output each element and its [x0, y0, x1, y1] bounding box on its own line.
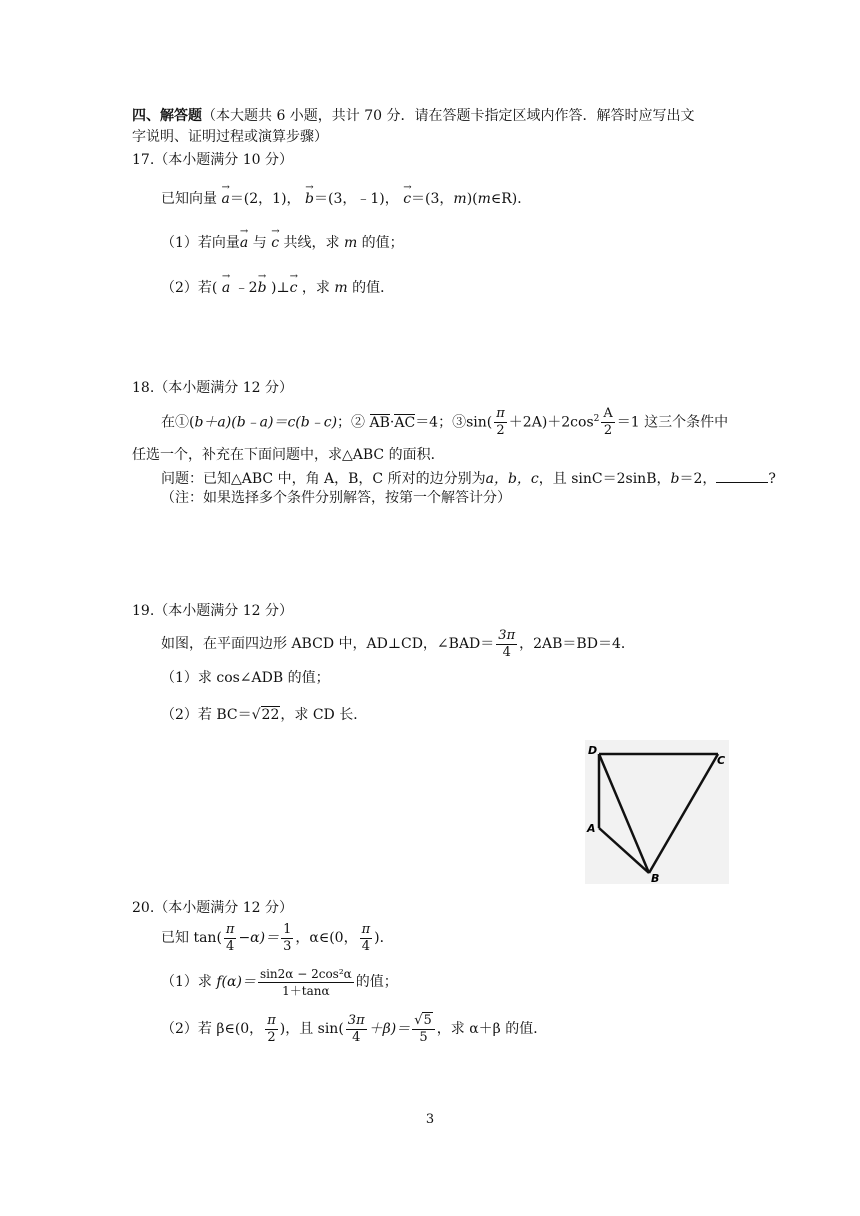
q19-part1: （1）求 cos∠ADB 的值；	[161, 670, 330, 686]
q18-header: 18.（本小题满分 12 分）	[132, 380, 293, 396]
q19-line1: 如图，在平面四边形 ABCD 中，AD⊥CD，∠BAD＝ $\frac{3\pi}{4}$ ，2AB＝BD＝4．	[161, 627, 635, 660]
vector-c: → c	[403, 189, 411, 209]
q18-line2: 任选一个，补充在下面问题中，求△ABC 的面积．	[132, 447, 445, 463]
vector-a: → a	[221, 189, 229, 209]
q17-part2: （2）若( → a ﹣2→ b )⊥→ c ，求 m 的值．	[161, 278, 394, 298]
q17-part1: （1）若向量→ a 与 → c 共线，求 m 的值；	[161, 233, 404, 253]
fraction-3pi-over-4: $\frac{3\pi}{4}$	[498, 627, 516, 660]
answer-blank	[716, 468, 768, 483]
section-instruction-line2: 字说明、证明过程或演算步骤）	[132, 129, 328, 145]
label-b: B	[651, 872, 660, 884]
label-a: A	[587, 822, 596, 835]
q18-line3: 问题：已知△ABC 中，角 A，B，C 所对的边分别为a，b，c，且 sinC＝2sinB，b＝2， ?	[161, 468, 776, 489]
vector-b: → b	[305, 189, 314, 209]
quadrilateral-figure	[585, 740, 729, 884]
section-instruction-line1: 四、解答题（本大题共 6 小题，共计 70 分．请在答题卡指定区域内作答．解答时应写出文	[132, 108, 695, 124]
fraction-a-over-2: $\frac{A}{2}$	[603, 406, 613, 439]
label-c: C	[717, 754, 726, 767]
label-d: D	[588, 744, 598, 757]
q20-header: 20.（本小题满分 12 分）	[132, 900, 293, 916]
q19-header: 19.（本小题满分 12 分）	[132, 603, 293, 619]
q17-given: 已知向量 → a＝(2，1)， → b＝(3，﹣1)， → c＝(3，m)(m∈R)．	[161, 189, 531, 209]
q20-part1: （1）求 f(α)＝ $\frac{\text{sin2α − 2cos²α}}{1+\tan\alpha}$ 的值；	[161, 966, 398, 998]
fraction-pi-over-2: $\frac{\pi}{2}$	[496, 406, 505, 439]
section-heading: 四、解答题	[132, 108, 202, 124]
q18-note: （注：如果选择多个条件分别解答，按第一个解答计分）	[161, 490, 511, 506]
q17-header: 17.（本小题满分 10 分）	[132, 152, 293, 168]
q20-part2: （2）若 β∈(0， $\frac{\pi}{2}$ )，且 sin( $\frac{3\pi}{4}$ ＋β)＝ $\frac{√5}{5}$ ，求 α＋β 的值．	[161, 1012, 548, 1045]
q20-line1: 已知 tan( $\frac{\pi}{4}$ −α)＝ $\frac{1}{3}$ ，α∈(0， $\frac{\pi}{4}$ )．	[161, 921, 394, 954]
page-number: 3	[425, 1112, 435, 1127]
q18-line1: 在①(b＋a)(b﹣a)＝c(b﹣c)；② AB·AC＝4；③sin( $\frac{\pi}{2}$ $+2A)+2\cos^2$ $\frac{A}{2}$ ＝1 这三个条件中	[161, 406, 729, 439]
q19-part2: （2）若 BC＝√22，求 CD 长．	[161, 707, 368, 723]
